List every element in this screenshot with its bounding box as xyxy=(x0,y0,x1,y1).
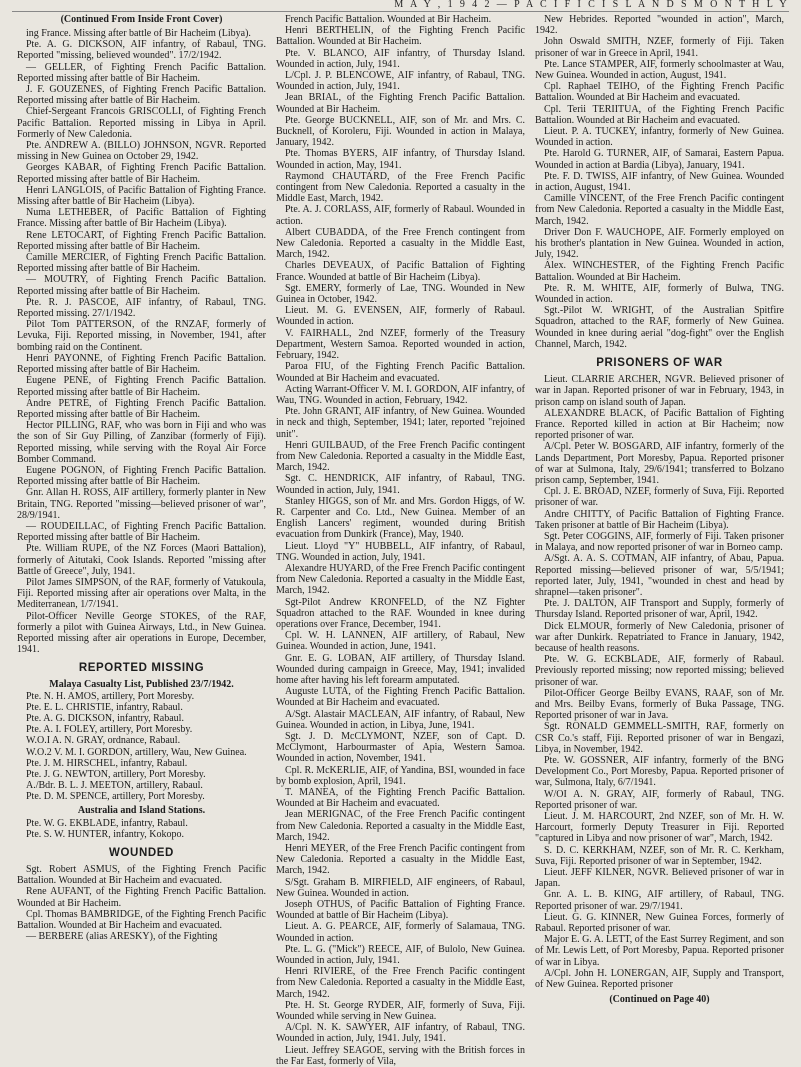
entry-paragraph: Jean BRIAL, of the Fighting French Pacific Battalion. Wounded at Bir Hacheim. xyxy=(276,92,525,115)
entry-paragraph: Stanley HIGGS, son of Mr. and Mrs. Gordon Higgs, of W. R. Carpenter and Co. Ltd., New Guinea. Member of an English Lancers' regiment, wounded during British evacuation from Dunkirk (France), May, 1940. xyxy=(276,495,525,541)
entry-paragraph: Sgt. C. HENDRICK, AIF infantry, of Rabaul, TNG. Wounded in action, July, 1941. xyxy=(276,473,525,496)
entry-paragraph: Alexandre HUYARD, of the Free French Pacific contingent from New Caledonia. Reported a casualty in the Middle East, March, 1942. xyxy=(276,562,525,597)
entry-paragraph: W.O.I A. N. GRAY, ordnance, Rabaul. xyxy=(26,735,181,747)
entry-paragraph: Pte. A. G. DICKSON, AIF infantry, of Rabaul, TNG. Reported "missing, believed wounded". 17/2/1942. xyxy=(17,39,266,62)
entry-paragraph: Sgt. Peter COGGINS, AIF, formerly of Fiji. Taken prisoner in Malaya, and now reported prisoner of war in Borneo camp. xyxy=(535,530,784,554)
entry-paragraph: Sgt. RONALD GEMMELL-SMITH, RAF, formerly on CSR Co.'s staff, Fiji. Reported prisoner of war in Bengazi, Libya, in November, 1942. xyxy=(535,721,784,755)
entry-paragraph: — BERBERE (alias ARESKY), of the Fighting xyxy=(26,931,218,943)
column-3-entries xyxy=(535,14,784,350)
entry-paragraph: Major E. G. A. LETT, of the East Surrey Regiment, and son of Mr. Lewis Lett, of Port Moresby, Papua. Reported prisoner of war in Libya. xyxy=(535,934,784,968)
entry-paragraph: Pte. R. J. PASCOE, AIF infantry, of Rabaul, TNG. Reported missing. 27/1/1942. xyxy=(17,296,266,320)
entry-paragraph: Sgt.-Pilot W. WRIGHT, of the Australian Spitfire Squadron, attached to the RAF, formerly of New Guinea. Wounded in knee during aerial "dog-fight" over the English Channel, March, 1942. xyxy=(535,305,784,350)
prisoners-of-war-heading: PRISONERS OF WAR xyxy=(596,357,723,370)
entry-paragraph: A./Bdr. B. L. J. MEETON, artillery, Rabaul. xyxy=(26,780,203,792)
entry-paragraph: French Pacific Battalion. Wounded at Bir Hacheim. xyxy=(285,14,492,25)
entry-paragraph: Cpl. Thomas BAMBRIDGE, of the Fighting French Pacific Battalion. Wounded at Bir Hacheim and evacuated. xyxy=(17,908,266,932)
entry-paragraph: New Hebrides. Reported "wounded in action", March, 1942. xyxy=(535,14,784,37)
entry-paragraph: Eugene PENE, of Fighting French Pacific Battalion. Reported missing after battle of Bir Hacheim. xyxy=(17,375,266,398)
entry-paragraph: Camille MERCIER, of Fighting French Pacific Battalion. Reported missing after battle of Bir Hacheim. xyxy=(17,252,266,275)
column-3 xyxy=(530,14,789,1048)
entry-paragraph: Jean MERIGNAC, of the Free French Pacific contingent from New Caledonia. Reported a casualty in the Middle East, March, 1942. xyxy=(276,809,525,843)
entry-paragraph: ing France. Missing after battle of Bir Hacheim (Libya). xyxy=(26,28,251,39)
entry-paragraph: Rene AUFANT, of the Fighting French Pacific Battalion. Wounded at Bir Hacheim. xyxy=(17,886,266,909)
entry-paragraph: Pte. George BUCKNELL, AIF, son of Mr. and Mrs. C. Bucknell, of Koroleru, Fiji. Wounded in action in Malaya, January, 1942. xyxy=(276,114,525,149)
entry-paragraph: Henri MEYER, of the Free French Pacific contingent from New Caledonia. Reported a casualty in the Middle East, March, 1942. xyxy=(276,843,525,877)
entry-paragraph: Pte. W. GOSSNER, AIF infantry, formerly of the BNG Development Co., Port Moresby, Papua. Reported prisoner of war, Sulmona, Italy, 6/7/1941. xyxy=(535,755,784,789)
wounded-heading: WOUNDED xyxy=(109,847,174,860)
entry-paragraph: Alex. WINCHESTER, of the Fighting French Pacific Battalion. Wounded at Bir Hacheim. xyxy=(535,260,784,283)
entry-paragraph: Pte. V. BLANCO, AIF infantry, of Thursday Island. Wounded in action, July, 1941. xyxy=(276,47,525,70)
entry-paragraph: Lieut. G. G. KINNER, New Guinea Forces, formerly of Rabaul. Reported prisoner of war. xyxy=(535,911,784,935)
australia-list xyxy=(17,818,266,840)
entry-paragraph: Paroa FIU, of the Fighting French Pacific Battalion. Wounded at Bir Hacheim and evacuated. xyxy=(276,361,525,384)
entry-paragraph: Henri GUILBAUD, of the Free French Pacific contingent from New Caledonia. Reported a casualty in the Middle East, March, 1942. xyxy=(276,439,525,474)
entry-paragraph: Numa LETHEBER, of Pacific Battalion of Fighting France. Missing after battle of Bir Hacheim (Libya). xyxy=(17,207,266,230)
entry-paragraph: ALEXANDRE BLACK, of Pacific Battalion of Fighting France. Reported killed in action at Bir Hacheim; now reported prisoner of war. xyxy=(535,407,784,442)
entry-paragraph: A/Cpl. John H. LONERGAN, AIF, Supply and Transport, of New Guinea. Reported prisoner xyxy=(535,967,784,991)
entry-paragraph: Pte. R. M. WHITE, AIF, formerly of Bulwa, TNG. Wounded in action. xyxy=(535,282,784,306)
entry-paragraph: Pilot-Officer Neville George STOKES, of the RAF, formerly a pilot with Guinea Airways, Ltd., in New Guinea. Reported missing after air operations in Europe, December, 1941. xyxy=(17,610,266,656)
entry-paragraph: Sgt. Robert ASMUS, of the Fighting French Pacific Battalion. Wounded at Bir Hacheim and evacuated. xyxy=(17,864,266,887)
entry-paragraph: Pilot James SIMPSON, of the RAF, formerly of Vatukoula, Fiji. Reported missing after air operations over Malta, in the Mediterranean, 1/7/1941. xyxy=(17,576,266,611)
entry-paragraph: Driver Don F. WAUCHOPE, AIF. Formerly employed on his brother's plantation in New Guinea. Wounded in action, July, 1942. xyxy=(535,226,784,261)
entry-paragraph: Georges KABAR, of Fighting French Pacific Battalion. Reported missing after battle of Bir Hacheim. xyxy=(17,162,266,185)
header-rule xyxy=(12,11,789,12)
entry-paragraph: A/Sgt. A. A. S. COTMAN, AIF infantry, of Abau, Papua. Reported missing—believed prisoner of war, 5/5/1941; reported later, July, 1941, "wounded in chest and head by shrapnel—taken prisoner". xyxy=(535,553,784,598)
entry-paragraph: Henri PAYONNE, of Fighting French Pacific Battalion. Reported missing after battle of Bir Hacheim. xyxy=(17,352,266,376)
entry-paragraph: Cpl. J. E. BROAD, NZEF, formerly of Suva, Fiji. Reported prisoner of war. xyxy=(535,486,784,509)
reported-missing-heading: REPORTED MISSING xyxy=(78,662,205,675)
entry-paragraph: Auguste LUTA, of the Fighting French Pacific Battalion. Wounded at Bir Hacheim and evacuated. xyxy=(276,686,525,709)
entry-paragraph: Pte. N. H. AMOS, artillery, Port Moresby. xyxy=(26,690,195,702)
entry-paragraph: Charles DEVEAUX, of Pacific Battalion of Fighting France. Wounded at battle of Bir Hacheim (Libya). xyxy=(276,260,525,283)
entry-paragraph: S. D. C. KERKHAM, NZEF, son of Mr. R. C. Kerkham, Suva, Fiji. Reported prisoner of war in September, 1942. xyxy=(535,844,784,867)
continued-from-note: (Continued From Inside Front Cover) xyxy=(60,14,223,25)
entry-paragraph: Gnr. A. L. B. KING, AIF artillery, of Rabaul, TNG. Reported prisoner of war. 29/7/1941. xyxy=(535,889,784,912)
entry-paragraph: Rene LETOCART, of Fighting French Pacific Battalion. Reported missing after battle of Bir Hacheim. xyxy=(17,229,266,252)
entry-paragraph: Pilot-Officer George Beilby EVANS, RAAF, son of Mr. and Mrs. Beilby Evans, formerly of Buka Passage, TNG. Reported prisoner of war in Java. xyxy=(535,687,784,722)
column-2-entries xyxy=(276,14,525,1067)
entry-paragraph: Pte. W. G. EKBLADE, infantry, Rabaul. xyxy=(26,817,188,829)
entry-paragraph: Pte. E. L. CHRISTIE, infantry, Rabaul. xyxy=(26,701,183,713)
malaya-casualty-subheading: Malaya Casualty List, Published 23/7/1942. xyxy=(49,679,234,691)
entry-paragraph: Pte. D. M. SPENCE, artillery, Port Moresby. xyxy=(26,791,205,803)
entry-paragraph: V. FAIRHALL, 2nd NZEF, formerly of the Treasury Department, Western Samoa. Reported wounded in action, February, 1942. xyxy=(276,327,525,362)
entry-paragraph: Hector PILLING, RAF, who was born in Fiji and who was the son of Sir Guy Pilling, of Zanzibar (formerly of Fiji). Reported missing, while serving with the Royal Air Force Bomber Command. xyxy=(17,420,266,465)
entry-paragraph: Henri BERTHELIN, of the Fighting French Pacific Battalion. Wounded at Bir Hacheim. xyxy=(276,25,525,48)
entry-paragraph: Cpl. W. H. LANNEN, AIF artillery, of Rabaul, New Guinea. Wounded in action, June, 1941. xyxy=(276,630,525,653)
entry-paragraph: Sgt-Pilot Andrew KRONFELD, of the NZ Fighter Squadron attached to the RAF. Wounded in knee during operations over France, December, 1941. xyxy=(276,596,525,630)
entry-paragraph: Lieut. Jeffrey SEAGOE, serving with the British forces in the Far East, formerly of Vila, xyxy=(276,1044,525,1067)
entry-paragraph: Pte. J. G. NEWTON, artillery, Port Moresby. xyxy=(26,769,206,780)
entry-paragraph: Cpl. Raphael TEIHO, of the Fighting French Pacific Battalion. Wounded at Bir Hacheim and evacuated. xyxy=(535,81,784,104)
entry-paragraph: Pte. Thomas BYERS, AIF infantry, of Thursday Island. Wounded in action, May, 1941. xyxy=(276,148,525,171)
entry-paragraph: W/OI A. N. GRAY, AIF, formerly of Rabaul, TNG. Reported prisoner of war. xyxy=(535,788,784,811)
entry-paragraph: Sgt. EMERY, formerly of Lae, TNG. Wounded in New Guinea in October, 1942. xyxy=(276,282,525,306)
entry-paragraph: Lieut. Lloyd "Y" HUBBELL, AIF infantry, of Rabaul, TNG. Wounded in action, July, 1941. xyxy=(276,540,525,563)
continued-on-note: (Continued on Page 40) xyxy=(609,994,710,1006)
entry-paragraph: Pte. H. St. George RYDER, AIF, formerly of Suva, Fiji. Wounded while serving in New Guinea. xyxy=(276,999,525,1023)
entry-paragraph: W.O.2 V. M. I. GORDON, artillery, Wau, New Guinea. xyxy=(26,746,247,758)
malaya-list xyxy=(17,691,266,803)
entry-paragraph: Pilot Tom PATTERSON, of the RNZAF, formerly of Levuka, Fiji. Reported missing, in November, 1941, after bombing raid on the Continent. xyxy=(17,319,266,353)
entry-paragraph: Pte. ANDREW A. (BILLO) JOHNSON, NGVR. Reported missing in New Guinea on October 29, 1942. xyxy=(17,140,266,163)
entry-paragraph: Joseph OTHUS, of Pacific Battalion of Fighting France. Wounded at battle of Bir Hacheim (Libya). xyxy=(276,899,525,922)
entry-paragraph: Henri LANGLOIS, of Pacific Battalion of Fighting France. Missing after battle of Bir Hacheim (Libya). xyxy=(17,184,266,208)
entry-paragraph: Cpl. Terii TERIITUA, of the Fighting French Pacific Battalion. Wounded at Bir Hacheim and evacuated. xyxy=(535,103,784,126)
entry-paragraph: Pte. A. J. CORLASS, AIF, formerly of Rabaul. Wounded in action. xyxy=(276,204,525,227)
entry-paragraph: Pte. S. W. HUNTER, infantry, Kokopo. xyxy=(26,828,184,840)
entry-paragraph: Pte. L. G. ("Mick") REECE, AIF, of Bulolo, New Guinea. Wounded in action, July, 1941. xyxy=(276,943,525,967)
entry-paragraph: A/Sgt. Alastair MACLEAN, AIF infantry, of Rabaul, New Guinea. Wounded in action, in Libya, June, 1941. xyxy=(276,708,525,731)
column-2 xyxy=(271,14,530,1067)
entry-paragraph: Dick ELMOUR, formerly of New Caledonia, prisoner of war after Dunkirk. Repatriated to France in January, 1942, because of health reasons. xyxy=(535,620,784,654)
australia-stations-heading: Australia and Island Stations. xyxy=(77,804,206,816)
entry-paragraph: A/Cpl. N. K. SAWYER, AIF infantry, of Rabaul, TNG. Wounded in action, July, 1941. July, 1941. xyxy=(276,1022,525,1045)
entry-paragraph: Lieut. M. G. EVENSEN, AIF, formerly of Rabaul. Wounded in action. xyxy=(276,305,525,328)
entry-paragraph: Lieut. A. G. PEARCE, AIF, formerly of Salamaua, TNG. Wounded in action. xyxy=(276,921,525,944)
entry-paragraph: Eugene POGNON, of Fighting French Pacific Battalion. Reported missing after battle of Bir Hacheim. xyxy=(17,464,266,488)
entry-paragraph: John Oswald SMITH, NZEF, formerly of Fiji. Taken prisoner of war in Greece in April, 1941. xyxy=(535,36,784,59)
entry-paragraph: — MOUTRY, of Fighting French Pacific Battalion. Reported missing after battle of Bir Hacheim. xyxy=(17,274,266,297)
entry-paragraph: Pte. Harold G. TURNER, AIF, of Samarai, Eastern Papua. Wounded in action at Bardia (Libya), January, 1941. xyxy=(535,148,784,171)
entry-paragraph: Cpl. R. McKERLIE, AIF, of Yandina, BSI, wounded in face by bomb explosion, April, 1941. xyxy=(276,764,525,787)
entry-paragraph: Pte. William RUPE, of the NZ Forces (Maori Battalion), formerly of Aitutaki, Cook Islands. Reported "missing after Battle of Greece", July, 1941. xyxy=(17,543,266,577)
entry-paragraph: — GELLER, of Fighting French Pacific Battalion. Reported missing after battle of Bir Hacheim. xyxy=(17,61,266,84)
entry-paragraph: Lieut. JEFF KILNER, NGVR. Believed prisoner of war in Japan. xyxy=(535,867,784,890)
column-1 xyxy=(12,14,271,1048)
entry-paragraph: A/Cpl. Peter W. BOSGARD, AIF infantry, formerly of the Lands Department, Port Moresby, Papua. Reported prisoner of war at Sulmona, Italy, 29/6/1941; transferred to Bolzano prison camp, September, 1941. xyxy=(535,441,784,486)
entry-paragraph: Pte. Lance STAMPER, AIF, formerly schoolmaster at Wau, New Guinea. Wounded in action, August, 1941. xyxy=(535,58,784,82)
entry-paragraph: Pte. A. G. DICKSON, infantry, Rabaul. xyxy=(26,712,184,724)
entry-paragraph: S/Sgt. Graham B. MIRFIELD, AIF engineers, of Rabaul, New Guinea. Wounded in action. xyxy=(276,876,525,899)
entry-paragraph: Albert CUBADDA, of the Free French contingent from New Caledonia. Reported a casualty in the Middle East, March, 1942. xyxy=(276,226,525,261)
entry-paragraph: Pte. W. G. ECKBLADE, AIF, formerly of Rabaul. Previously reported missing; now reported missing; believed prisoner of war. xyxy=(535,654,784,688)
entry-paragraph: Pte. John GRANT, AIF infantry, of New Guinea. Wounded in neck and thigh, September, 1941; later, reported "rejoined unit". xyxy=(276,406,525,440)
entry-paragraph: Lieut. P. A. TUCKEY, infantry, formerly of New Guinea. Wounded in action. xyxy=(535,126,784,149)
entry-paragraph: Pte. F. D. TWISS, AIF infantry, of New Guinea. Wounded in action, August, 1941. xyxy=(535,170,784,194)
entry-paragraph: Pte. J. DALTON, AIF Transport and Supply, formerly of Thursday Island. Reported prisoner of war, April, 1942. xyxy=(535,598,784,621)
entry-paragraph: Gnr. Allan H. ROSS, AIF artillery, formerly planter in New Britain, TNG. Reported "missing—believed prisoner of war", 28/9/1941. xyxy=(17,487,266,521)
entry-paragraph: Raymond CHAUTARD, of the Free French Pacific contingent from New Caledonia. Reported a casualty in the Middle East, March, 1942. xyxy=(276,170,525,205)
column-1-entries xyxy=(17,28,266,655)
entry-paragraph: Chief-Sergeant Francois GRISCOLLI, of Fighting French Pacific Battalion. Reported missing in Libya in April. Formerly of New Caledonia. xyxy=(17,106,266,140)
entry-paragraph: Sgt. J. D. McCLYMONT, NZEF, son of Capt. D. McClymont, Harbourmaster of Apia, Western Samoa. Wounded in action, November, 1941. xyxy=(276,731,525,765)
entry-paragraph: Camille VINCENT, of the Free French Pacific contingent from New Caledonia. Reported a casualty in the Middle East, March, 1942. xyxy=(535,193,784,227)
prisoners-entries xyxy=(535,374,784,990)
entry-paragraph: J. F. GOUZENES, of Fighting French Pacific Battalion. Reported missing after battle of Bir Hacheim. xyxy=(17,84,266,107)
running-head: M A Y , 1 9 4 2 — P A C I F I C I S L A N D S M O N T H L Y xyxy=(394,0,789,10)
entry-paragraph: Henri RIVIERE, of the Free French Pacific contingent from New Caledonia. Reported a casualty in the Middle East, March, 1942. xyxy=(276,966,525,1000)
entry-paragraph: — ROUDEILLAC, of Fighting French Pacific Battalion. Reported missing after battle of Bir Hacheim. xyxy=(17,520,266,544)
text-columns xyxy=(12,14,789,1067)
entry-paragraph: Acting Warrant-Officer V. M. I. GORDON, AIF infantry, of Wau, TNG. Wounded in action, February, 1942. xyxy=(276,383,525,406)
entry-paragraph: T. MANEA, of the Fighting French Pacific Battalion. Wounded at Bir Hacheim and evacuated. xyxy=(276,787,525,810)
entry-paragraph: Andre CHITTY, of Pacific Battalion of Fighting France. Taken prisoner at battle of Bir Hacheim (Libya). xyxy=(535,508,784,531)
entry-paragraph: Lieut. CLARRIE ARCHER, NGVR. Believed prisoner of war in Japan. Reported prisoner of war in February, 1943, in prison camp on island south of Japan. xyxy=(535,374,784,408)
entry-paragraph: Pte. A. I. FOLEY, artillery, Port Moresby. xyxy=(26,724,193,736)
wounded-entries xyxy=(17,864,266,942)
entry-paragraph: L/Cpl. J. P. BLENCOWE, AIF infantry, of Rabaul, TNG. Wounded in action, July, 1941. xyxy=(276,70,525,93)
entry-paragraph: Gnr. E. G. LOBAN, AIF artillery, of Thursday Island. Wounded during campaign in Greece, May, 1941; invalided home after having his left forearm amputated. xyxy=(276,652,525,686)
entry-paragraph: Lieut. J. M. HARCOURT, 2nd NZEF, son of Mr. H. W. Harcourt, formerly Deputy Treasurer in Fiji. Reported "captured in Libya and now prisoner of war", March, 1942. xyxy=(535,811,784,845)
entry-paragraph: Pte. J. M. HIRSCHEL, infantry, Rabaul. xyxy=(26,757,188,769)
entry-paragraph: Andre PETRE, of Fighting French Pacific Battalion. Reported missing after battle of Bir Hacheim. xyxy=(17,397,266,420)
